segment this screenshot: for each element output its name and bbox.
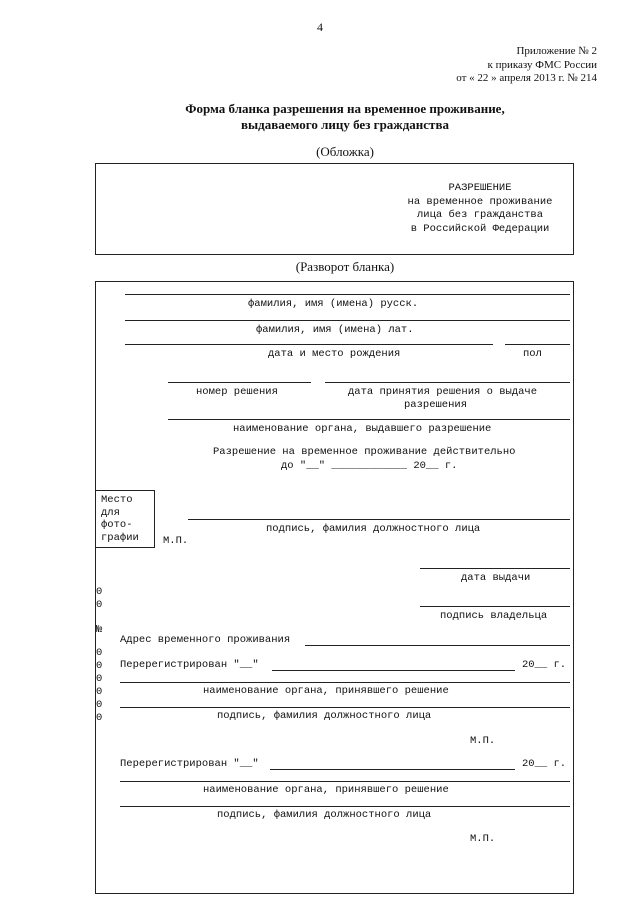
sex-line [505, 344, 570, 345]
margin-mark: 0 [96, 660, 103, 672]
appendix-header [380, 45, 597, 86]
official-sign-line-2 [120, 707, 570, 708]
holder-sign-label: подпись владельца [440, 610, 548, 622]
address-line [305, 645, 570, 646]
stamp-place-2: М.П. [470, 735, 496, 747]
rereg-date-line-2 [270, 769, 515, 770]
order-line: к приказу ФМС России [487, 58, 597, 71]
cover-line: лица без гражданства [416, 209, 544, 221]
official-sign-label-2: подпись, фамилия должностного лица [217, 710, 432, 722]
decision-body-label: наименование органа, принявшего решение [203, 685, 449, 697]
official-sign-line-3 [120, 806, 570, 807]
rereg-year-2: 20__ г. [522, 758, 567, 770]
birth-line [125, 344, 493, 345]
margin-mark: № [96, 624, 103, 636]
rereg-label: Перерегистрирован "__" [120, 659, 259, 671]
margin-mark: 0 [96, 673, 103, 685]
decision-number-label: номер решения [196, 386, 278, 398]
decision-date-line [325, 382, 570, 383]
issuing-body-line [168, 419, 570, 420]
photo-label-line: для [101, 506, 120, 519]
official-sign-label: подпись, фамилия должностного лица [266, 523, 481, 535]
birth-label: дата и место рождения [268, 348, 401, 360]
margin-mark: 0 [96, 699, 103, 711]
name-lat-line [125, 320, 570, 321]
name-ru-label: фамилия, имя (имена) русск. [248, 298, 419, 310]
decision-body-line-2 [120, 781, 570, 782]
stamp-place: М.П. [163, 535, 189, 547]
margin-mark: 0 [96, 647, 103, 659]
holder-sign-line [420, 606, 570, 607]
cover-line: в Российской Федерации [410, 222, 550, 235]
margin-mark: 0 [96, 712, 103, 724]
cover-label: (Обложка) [316, 144, 374, 159]
title-line-1: Форма бланка разрешения на временное проживание, [185, 101, 505, 116]
margin-mark: 0 [96, 586, 103, 598]
validity-date: до "__" ____________ 20__ г. [281, 460, 458, 472]
cover-line: на временное проживание [407, 195, 553, 208]
issue-date-label: дата выдачи [461, 572, 531, 584]
margin-mark: 0 [96, 686, 103, 698]
issuing-body-label: наименование органа, выдавшего разрешение [233, 423, 492, 435]
cover-text [380, 182, 580, 236]
rereg-date-line [272, 670, 515, 671]
decision-number-line [168, 382, 311, 383]
photo-label [101, 494, 139, 544]
stamp-place-3: М.П. [470, 833, 496, 845]
spread-box [95, 281, 574, 894]
name-ru-line [125, 294, 570, 295]
decision-date-label: дата принятия решения о выдаче [348, 386, 538, 398]
appendix-line: Приложение № 2 [516, 45, 597, 57]
rereg-year: 20__ г. [522, 659, 567, 671]
name-lat-label: фамилия, имя (имена) лат. [256, 324, 414, 336]
photo-label-line: графии [101, 531, 139, 544]
order-date-line: от « 22 » апреля 2013 г. № 214 [456, 72, 597, 84]
decision-body-line [120, 682, 570, 683]
official-sign-line [188, 519, 570, 520]
cover-title: РАЗРЕШЕНИЕ [448, 182, 512, 194]
photo-label-line: фото- [101, 519, 133, 531]
address-label: Адрес временного проживания [120, 634, 291, 646]
official-sign-label-3: подпись, фамилия должностного лица [217, 809, 432, 821]
page-number: 4 [317, 20, 323, 34]
decision-date-label-2: разрешения [404, 399, 468, 411]
margin-mark: 0 [96, 599, 103, 611]
page-title [100, 101, 590, 133]
rereg-label-2: Перерегистрирован "__" [120, 758, 259, 770]
decision-body-label-2: наименование органа, принявшего решение [203, 784, 449, 796]
issue-date-line [420, 568, 570, 569]
validity-text: Разрешение на временное проживание действительно [213, 446, 516, 458]
photo-label-line: Место [101, 494, 133, 506]
title-line-2: выдаваемого лицу без гражданства [241, 117, 449, 132]
spread-label: (Разворот бланка) [295, 259, 395, 274]
sex-label: пол [523, 348, 542, 360]
